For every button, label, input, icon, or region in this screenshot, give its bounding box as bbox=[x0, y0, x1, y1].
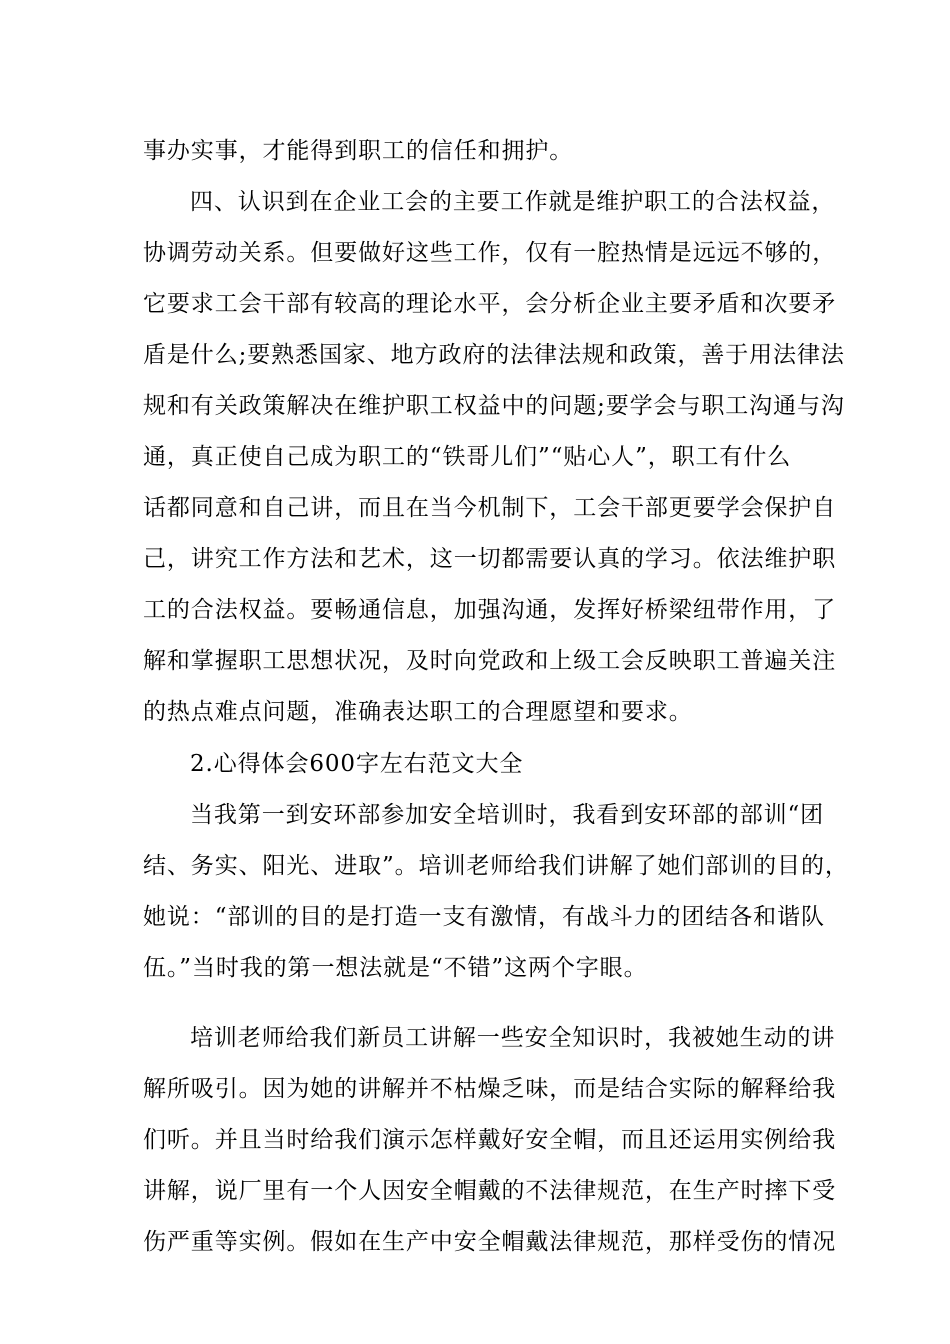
text-line: 伍。”当时我的第一想法就是“不错”这两个字眼。 bbox=[143, 955, 648, 981]
text-line: 解和掌握职工思想状况，及时向党政和上级工会反映职工普遍关注 bbox=[143, 648, 837, 674]
text-line: 她说：“部训的目的是打造一支有激情，有战斗力的团结各和谐队 bbox=[143, 904, 825, 930]
text-line: 解所吸引。因为她的讲解并不枯燥乏味，而是结合实际的解释给我 bbox=[143, 1076, 837, 1102]
text-line: 它要求工会干部有较高的理论水平，会分析企业主要矛盾和次要矛 bbox=[143, 291, 837, 317]
text-line: 结、务实、阳光、进取”。培训老师给我们讲解了她们部训的目的， bbox=[143, 853, 849, 879]
paragraph-start: 四、认识到在企业工会的主要工作就是维护职工的合法权益， bbox=[190, 189, 836, 215]
section-heading: 2.心得体会600字左右范文大全 bbox=[190, 751, 524, 777]
text-line: 盾是什么;要熟悉国家、地方政府的法律法规和政策，善于用法律法 bbox=[143, 342, 845, 368]
text-line: 己，讲究工作方法和艺术，这一切都需要认真的学习。依法维护职 bbox=[143, 546, 837, 572]
text-line: 伤严重等实例。假如在生产中安全帽戴法律规范，那样受伤的情况 bbox=[143, 1229, 837, 1255]
text-line: 讲解，说厂里有一个人因安全帽戴的不法律规范，在生产时摔下受 bbox=[143, 1178, 837, 1204]
paragraph-start: 当我第一到安环部参加安全培训时，我看到安环部的部训“团 bbox=[190, 802, 825, 828]
text-line: 规和有关政策解决在维护职工权益中的问题;要学会与职工沟通与沟 bbox=[143, 393, 845, 419]
text-line: 通，真正使自己成为职工的“铁哥儿们”“贴心人”，职工有什么 bbox=[143, 444, 792, 470]
text-line: 事办实事，才能得到职工的信任和拥护。 bbox=[143, 138, 574, 164]
text-line: 工的合法权益。要畅通信息，加强沟通，发挥好桥梁纽带作用，了 bbox=[143, 597, 837, 623]
text-line: 的热点难点问题，准确表达职工的合理愿望和要求。 bbox=[143, 699, 693, 725]
text-line: 协调劳动关系。但要做好这些工作，仅有一腔热情是远远不够的， bbox=[143, 240, 837, 266]
paragraph-start: 培训老师给我们新员工讲解一些安全知识时，我被她生动的讲 bbox=[190, 1025, 836, 1051]
text-line: 们听。并且当时给我们演示怎样戴好安全帽，而且还运用实例给我 bbox=[143, 1127, 837, 1153]
text-line: 话都同意和自己讲，而且在当今机制下，工会干部更要学会保护自 bbox=[143, 495, 837, 521]
